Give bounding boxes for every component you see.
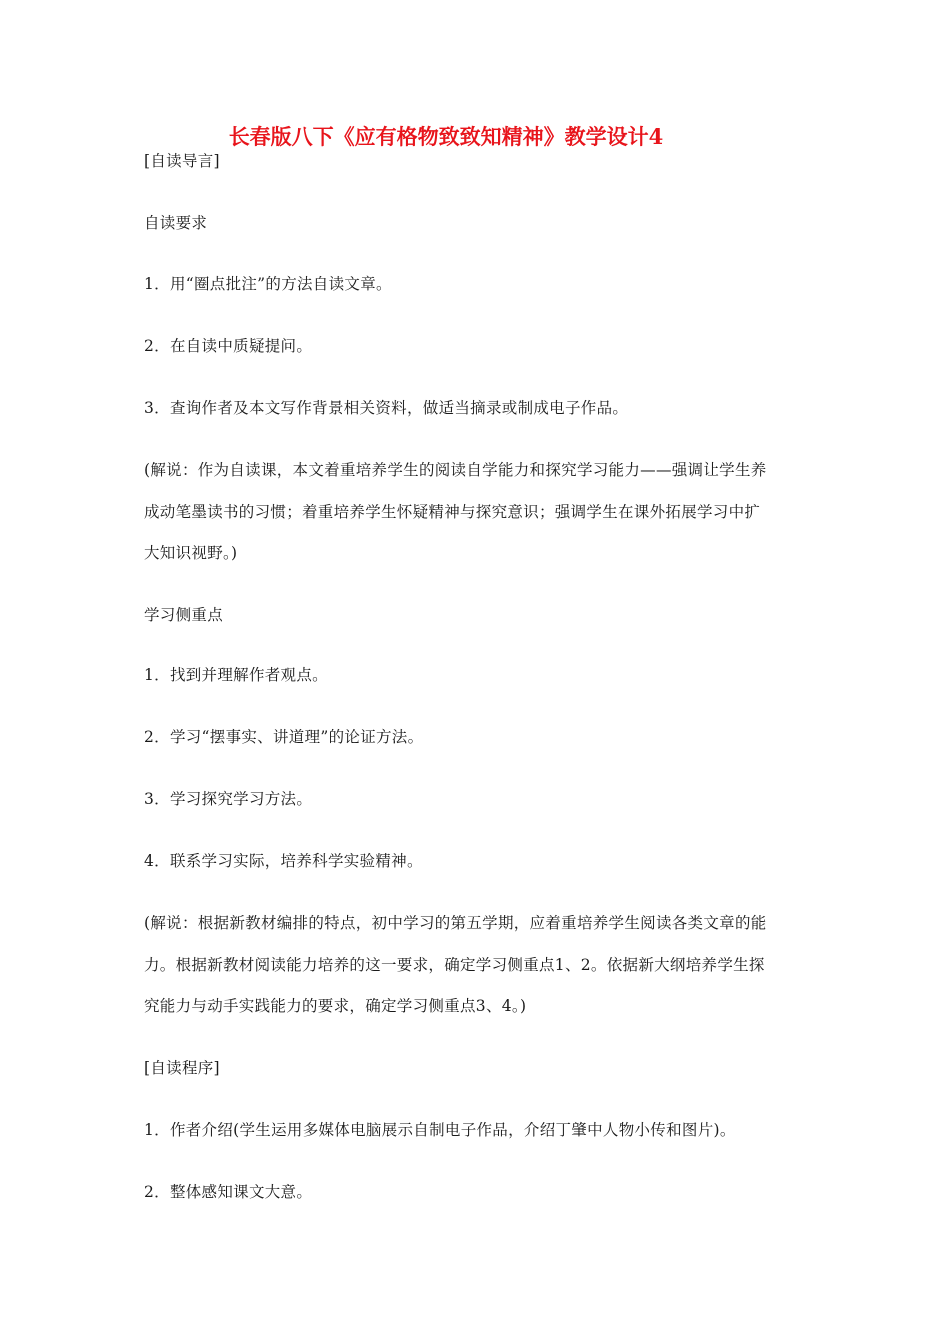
list-item: 1．用“圈点批注”的方法自读文章。 bbox=[144, 275, 392, 293]
explanation-paragraph-line: 大知识视野。) bbox=[144, 544, 238, 562]
list-item: 1．作者介绍(学生运用多媒体电脑展示自制电子作品，介绍丁肇中人物小传和图片)。 bbox=[144, 1121, 736, 1139]
explanation-paragraph-line: (解说：根据新教材编排的特点，初中学习的第五学期，应着重培养学生阅读各类文章的能 bbox=[144, 914, 767, 932]
explanation-paragraph-line: 力。根据新教材阅读能力培养的这一要求，确定学习侧重点1、2。依据新大纲培养学生探 bbox=[144, 956, 765, 974]
list-item: 2．整体感知课文大意。 bbox=[144, 1183, 313, 1201]
explanation-paragraph-line: (解说：作为自读课，本文着重培养学生的阅读自学能力和探究学习能力——强调让学生养 bbox=[144, 461, 767, 479]
explanation-paragraph-line: 究能力与动手实践能力的要求，确定学习侧重点3、4。) bbox=[144, 997, 527, 1015]
list-item: 3．查询作者及本文写作背景相关资料，做适当摘录或制成电子作品。 bbox=[144, 399, 629, 417]
list-item: 2．在自读中质疑提问。 bbox=[144, 337, 313, 355]
list-item: 2．学习“摆事实、讲道理”的论证方法。 bbox=[144, 728, 424, 746]
subheading-reading-requirements: 自读要求 bbox=[144, 214, 208, 232]
section-heading-reading-guide: [自读导言] bbox=[144, 152, 220, 170]
list-item: 3．学习探究学习方法。 bbox=[144, 790, 313, 808]
list-item: 1．找到并理解作者观点。 bbox=[144, 666, 328, 684]
explanation-paragraph-line: 成动笔墨读书的习惯；着重培养学生怀疑精神与探究意识；强调学生在课外拓展学习中扩 bbox=[144, 503, 761, 521]
document-title: 长春版八下《应有格物致致知精神》教学设计4 bbox=[228, 124, 664, 149]
list-item: 4．联系学习实际，培养科学实验精神。 bbox=[144, 852, 423, 870]
section-heading-reading-procedure: [自读程序] bbox=[144, 1059, 220, 1077]
subheading-learning-focus: 学习侧重点 bbox=[144, 606, 224, 624]
